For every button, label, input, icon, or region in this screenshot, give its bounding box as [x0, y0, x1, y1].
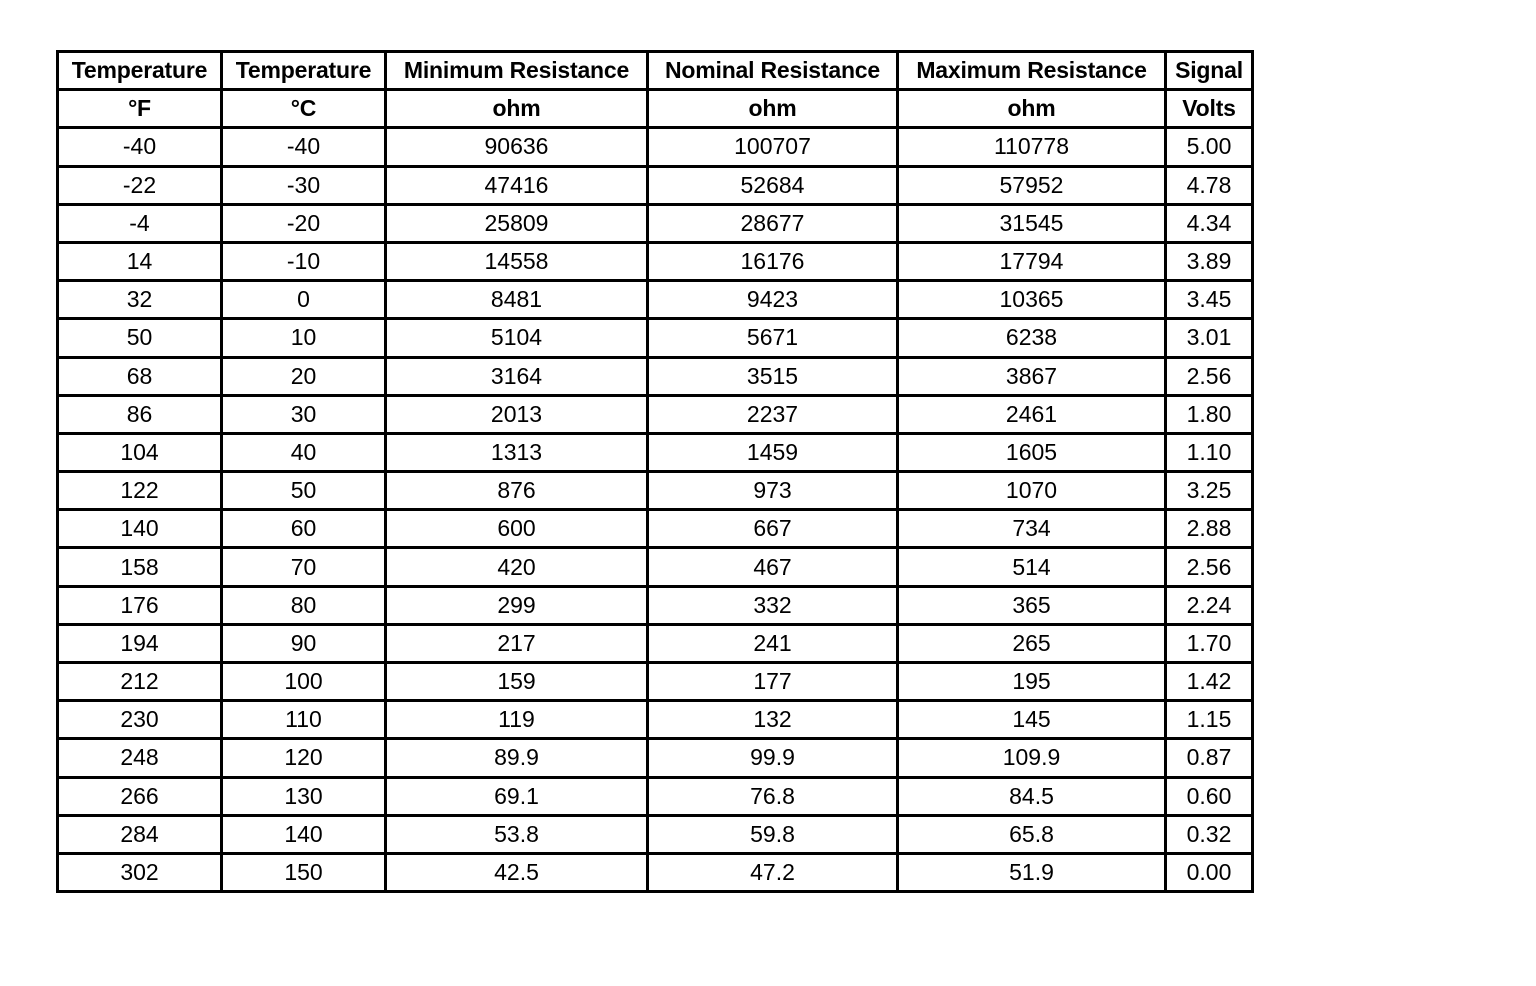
- table-row: [58, 548, 1253, 586]
- resistance-table-sheet: [56, 50, 1251, 893]
- cell-temp-c: 80: [222, 586, 386, 624]
- cell-max-resistance: 6238: [898, 319, 1166, 357]
- cell-max-resistance: 109.9: [898, 739, 1166, 777]
- cell-temp-f: 194: [58, 624, 222, 662]
- cell-signal-volts: 0.87: [1166, 739, 1253, 777]
- cell-signal-volts: 4.34: [1166, 204, 1253, 242]
- cell-signal-volts: 5.00: [1166, 128, 1253, 166]
- cell-max-resistance: 57952: [898, 166, 1166, 204]
- cell-max-resistance: 110778: [898, 128, 1166, 166]
- cell-temp-c: -40: [222, 128, 386, 166]
- table-row: [58, 472, 1253, 510]
- cell-temp-c: 40: [222, 433, 386, 471]
- table-row: [58, 204, 1253, 242]
- table-row: [58, 319, 1253, 357]
- table-row: [58, 128, 1253, 166]
- cell-temp-c: -30: [222, 166, 386, 204]
- cell-temp-f: 68: [58, 357, 222, 395]
- unit-nom-ohm: ohm: [648, 90, 898, 128]
- cell-signal-volts: 1.42: [1166, 663, 1253, 701]
- cell-temp-f: 248: [58, 739, 222, 777]
- cell-nom-resistance: 667: [648, 510, 898, 548]
- header-temperature-f: Temperature: [58, 52, 222, 90]
- cell-temp-f: 284: [58, 815, 222, 853]
- header-row: [58, 52, 1253, 90]
- cell-signal-volts: 1.15: [1166, 701, 1253, 739]
- table-row: [58, 663, 1253, 701]
- cell-temp-c: 30: [222, 395, 386, 433]
- cell-nom-resistance: 1459: [648, 433, 898, 471]
- cell-temp-c: 10: [222, 319, 386, 357]
- cell-min-resistance: 47416: [386, 166, 648, 204]
- cell-nom-resistance: 99.9: [648, 739, 898, 777]
- cell-temp-c: 20: [222, 357, 386, 395]
- table-header: [58, 52, 1253, 128]
- cell-signal-volts: 2.56: [1166, 548, 1253, 586]
- cell-nom-resistance: 100707: [648, 128, 898, 166]
- cell-signal-volts: 2.24: [1166, 586, 1253, 624]
- cell-temp-c: 0: [222, 281, 386, 319]
- cell-min-resistance: 119: [386, 701, 648, 739]
- cell-max-resistance: 1605: [898, 433, 1166, 471]
- cell-signal-volts: 2.56: [1166, 357, 1253, 395]
- cell-max-resistance: 65.8: [898, 815, 1166, 853]
- cell-temp-f: 212: [58, 663, 222, 701]
- cell-max-resistance: 84.5: [898, 777, 1166, 815]
- units-row: [58, 90, 1253, 128]
- cell-temp-c: 90: [222, 624, 386, 662]
- cell-signal-volts: 3.25: [1166, 472, 1253, 510]
- table-row: [58, 510, 1253, 548]
- table-body: [58, 128, 1253, 892]
- table-row: [58, 624, 1253, 662]
- cell-signal-volts: 0.60: [1166, 777, 1253, 815]
- cell-nom-resistance: 973: [648, 472, 898, 510]
- cell-max-resistance: 3867: [898, 357, 1166, 395]
- cell-nom-resistance: 47.2: [648, 853, 898, 891]
- cell-nom-resistance: 52684: [648, 166, 898, 204]
- cell-signal-volts: 3.45: [1166, 281, 1253, 319]
- table-row: [58, 777, 1253, 815]
- cell-temp-f: -4: [58, 204, 222, 242]
- cell-max-resistance: 265: [898, 624, 1166, 662]
- cell-temp-c: -10: [222, 242, 386, 280]
- table-row: [58, 586, 1253, 624]
- cell-min-resistance: 2013: [386, 395, 648, 433]
- cell-max-resistance: 17794: [898, 242, 1166, 280]
- table-row: [58, 701, 1253, 739]
- cell-min-resistance: 159: [386, 663, 648, 701]
- table-row: [58, 242, 1253, 280]
- unit-volts: Volts: [1166, 90, 1253, 128]
- cell-temp-c: 140: [222, 815, 386, 853]
- unit-celsius: °C: [222, 90, 386, 128]
- table-row: [58, 739, 1253, 777]
- cell-signal-volts: 2.88: [1166, 510, 1253, 548]
- cell-min-resistance: 217: [386, 624, 648, 662]
- cell-temp-f: 14: [58, 242, 222, 280]
- cell-max-resistance: 514: [898, 548, 1166, 586]
- cell-temp-f: 176: [58, 586, 222, 624]
- cell-nom-resistance: 59.8: [648, 815, 898, 853]
- cell-nom-resistance: 132: [648, 701, 898, 739]
- table-row: [58, 395, 1253, 433]
- unit-fahrenheit: °F: [58, 90, 222, 128]
- unit-min-ohm: ohm: [386, 90, 648, 128]
- cell-min-resistance: 53.8: [386, 815, 648, 853]
- resistance-table: [56, 50, 1254, 893]
- cell-temp-f: 140: [58, 510, 222, 548]
- cell-nom-resistance: 332: [648, 586, 898, 624]
- cell-temp-c: 130: [222, 777, 386, 815]
- cell-temp-f: 302: [58, 853, 222, 891]
- cell-temp-c: 100: [222, 663, 386, 701]
- cell-max-resistance: 195: [898, 663, 1166, 701]
- cell-min-resistance: 8481: [386, 281, 648, 319]
- cell-temp-c: 70: [222, 548, 386, 586]
- cell-temp-f: 32: [58, 281, 222, 319]
- cell-max-resistance: 10365: [898, 281, 1166, 319]
- cell-temp-f: -40: [58, 128, 222, 166]
- cell-temp-f: 86: [58, 395, 222, 433]
- table-row: [58, 357, 1253, 395]
- cell-temp-c: 50: [222, 472, 386, 510]
- cell-temp-c: -20: [222, 204, 386, 242]
- cell-temp-c: 120: [222, 739, 386, 777]
- cell-signal-volts: 4.78: [1166, 166, 1253, 204]
- cell-signal-volts: 1.70: [1166, 624, 1253, 662]
- cell-temp-f: 122: [58, 472, 222, 510]
- cell-temp-c: 60: [222, 510, 386, 548]
- cell-min-resistance: 90636: [386, 128, 648, 166]
- cell-max-resistance: 51.9: [898, 853, 1166, 891]
- cell-signal-volts: 1.10: [1166, 433, 1253, 471]
- cell-signal-volts: 3.01: [1166, 319, 1253, 357]
- cell-nom-resistance: 76.8: [648, 777, 898, 815]
- table-row: [58, 433, 1253, 471]
- cell-max-resistance: 734: [898, 510, 1166, 548]
- cell-min-resistance: 69.1: [386, 777, 648, 815]
- header-nominal-resistance: Nominal Resistance: [648, 52, 898, 90]
- cell-temp-f: 104: [58, 433, 222, 471]
- cell-temp-f: 158: [58, 548, 222, 586]
- table-row: [58, 281, 1253, 319]
- header-temperature-c: Temperature: [222, 52, 386, 90]
- cell-signal-volts: 3.89: [1166, 242, 1253, 280]
- cell-max-resistance: 1070: [898, 472, 1166, 510]
- cell-temp-f: 266: [58, 777, 222, 815]
- cell-min-resistance: 5104: [386, 319, 648, 357]
- cell-nom-resistance: 3515: [648, 357, 898, 395]
- cell-signal-volts: 1.80: [1166, 395, 1253, 433]
- cell-nom-resistance: 467: [648, 548, 898, 586]
- cell-min-resistance: 600: [386, 510, 648, 548]
- cell-nom-resistance: 2237: [648, 395, 898, 433]
- cell-temp-c: 150: [222, 853, 386, 891]
- cell-temp-f: 50: [58, 319, 222, 357]
- cell-nom-resistance: 16176: [648, 242, 898, 280]
- table-row: [58, 166, 1253, 204]
- cell-signal-volts: 0.00: [1166, 853, 1253, 891]
- cell-max-resistance: 31545: [898, 204, 1166, 242]
- cell-nom-resistance: 241: [648, 624, 898, 662]
- cell-min-resistance: 25809: [386, 204, 648, 242]
- cell-max-resistance: 2461: [898, 395, 1166, 433]
- cell-temp-f: -22: [58, 166, 222, 204]
- header-maximum-resistance: Maximum Resistance: [898, 52, 1166, 90]
- cell-min-resistance: 3164: [386, 357, 648, 395]
- cell-temp-f: 230: [58, 701, 222, 739]
- cell-max-resistance: 365: [898, 586, 1166, 624]
- cell-min-resistance: 14558: [386, 242, 648, 280]
- cell-min-resistance: 420: [386, 548, 648, 586]
- cell-min-resistance: 42.5: [386, 853, 648, 891]
- header-minimum-resistance: Minimum Resistance: [386, 52, 648, 90]
- cell-min-resistance: 876: [386, 472, 648, 510]
- table-row: [58, 853, 1253, 891]
- cell-nom-resistance: 28677: [648, 204, 898, 242]
- cell-nom-resistance: 9423: [648, 281, 898, 319]
- cell-nom-resistance: 177: [648, 663, 898, 701]
- unit-max-ohm: ohm: [898, 90, 1166, 128]
- cell-min-resistance: 299: [386, 586, 648, 624]
- table-row: [58, 815, 1253, 853]
- cell-signal-volts: 0.32: [1166, 815, 1253, 853]
- header-signal: Signal: [1166, 52, 1253, 90]
- cell-min-resistance: 1313: [386, 433, 648, 471]
- cell-min-resistance: 89.9: [386, 739, 648, 777]
- cell-temp-c: 110: [222, 701, 386, 739]
- cell-nom-resistance: 5671: [648, 319, 898, 357]
- cell-max-resistance: 145: [898, 701, 1166, 739]
